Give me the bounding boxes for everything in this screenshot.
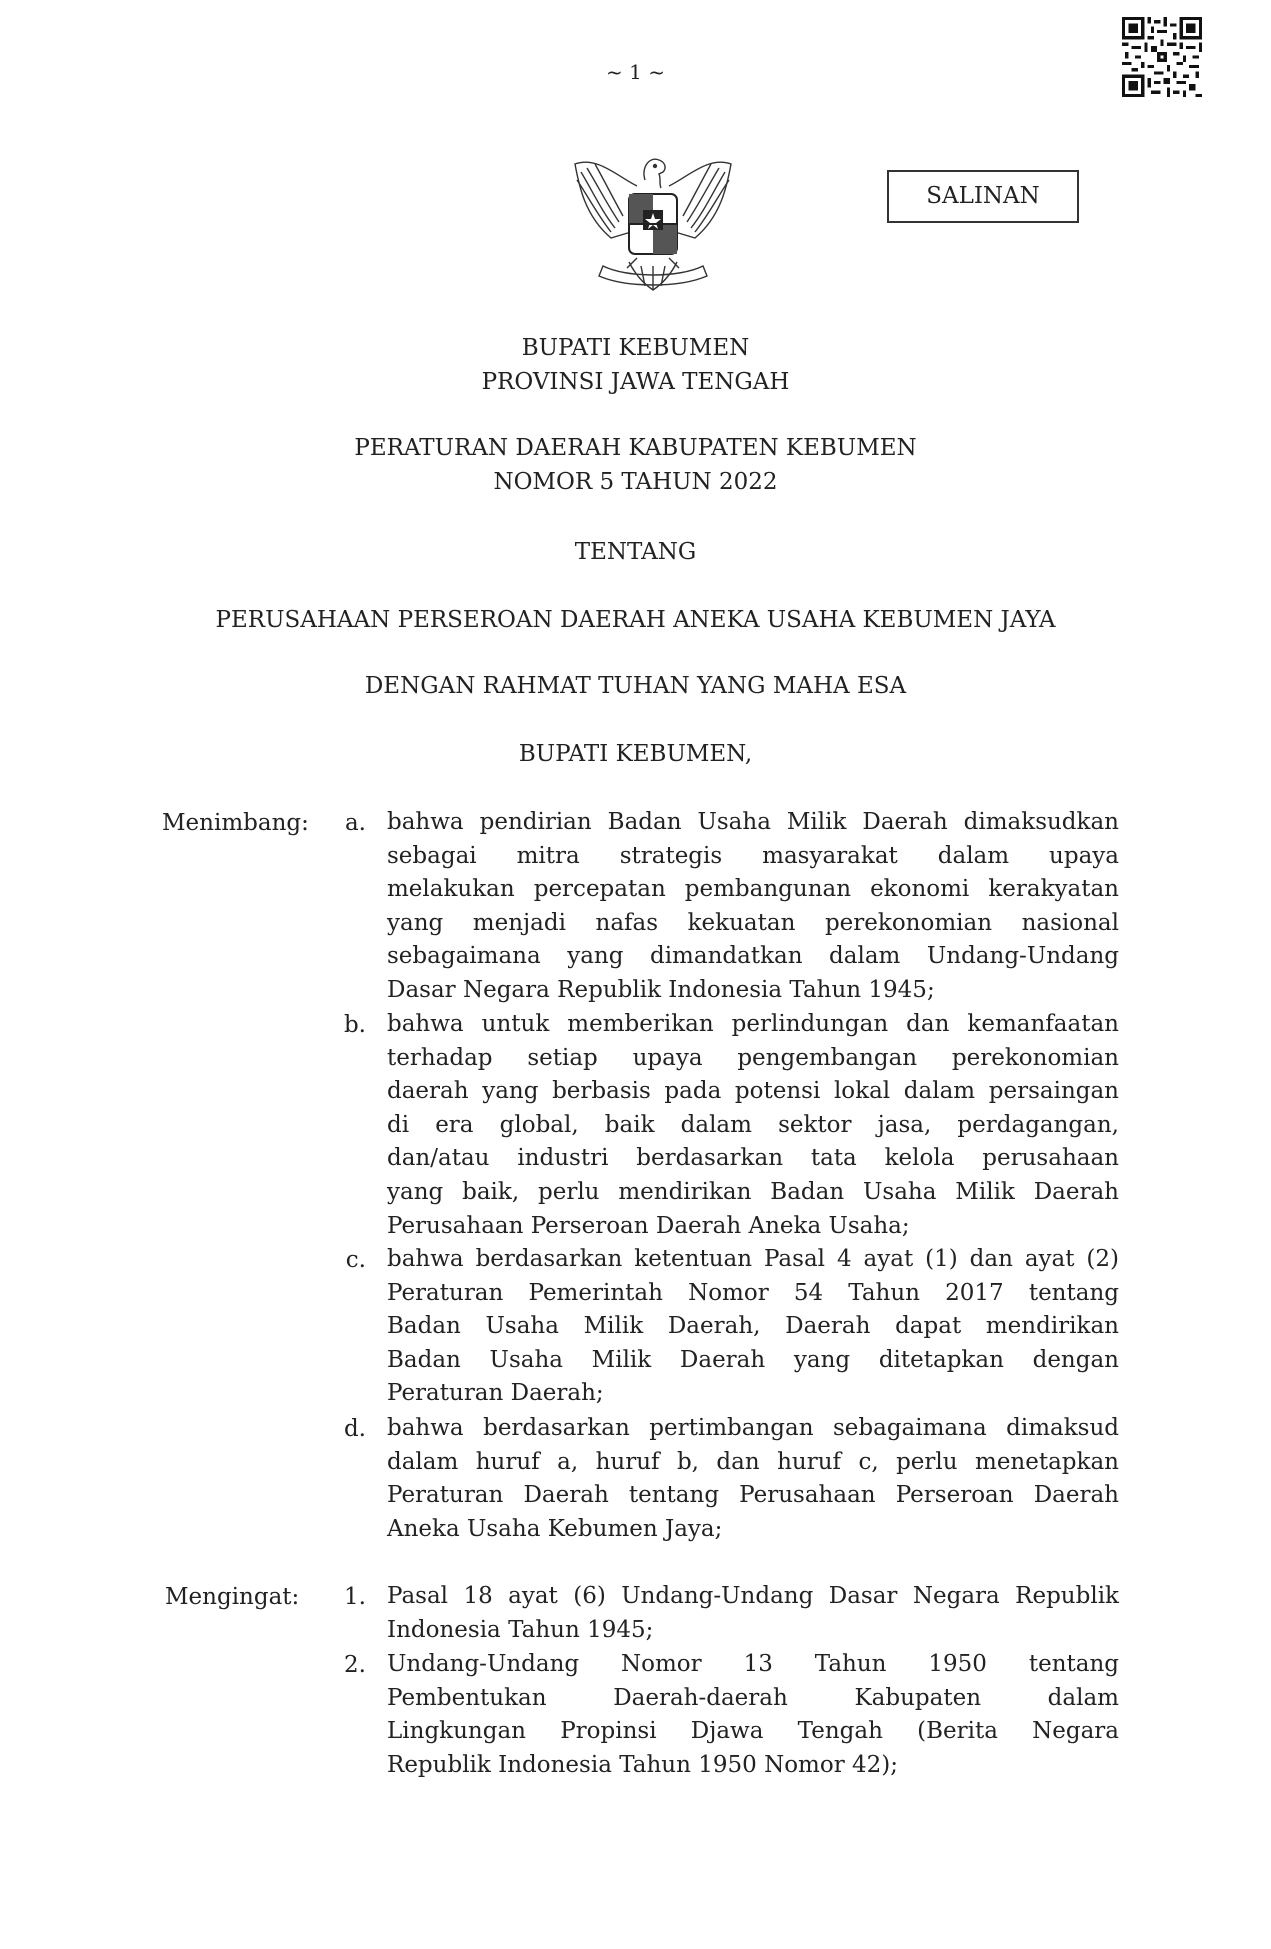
item-marker: 1.: [344, 1584, 366, 1610]
mengingat-item-2: [387, 1648, 1119, 1782]
text-line: Pembentukan Daerah-daerah Kabupaten dalam: [387, 1684, 1119, 1711]
item-marker: a.: [344, 810, 366, 836]
text-line: Indonesia Tahun 1945;: [387, 1616, 654, 1643]
text-line: dalam huruf a, huruf b, dan huruf c, perlu menetapkan: [387, 1448, 1119, 1475]
regent-signoff: BUPATI KEBUMEN,: [518, 741, 753, 767]
text-line: sebagaimana yang dimandatkan dalam Undang-Undang: [387, 943, 1119, 970]
text-line: Undang-Undang Nomor 13 Tahun 1950 tentang: [387, 1651, 1119, 1677]
text-line: Aneka Usaha Kebumen Jaya;: [387, 1515, 723, 1542]
text-line: Peraturan Daerah tentang Perusahaan Perseroan Daerah: [387, 1482, 1119, 1509]
text-line: bahwa untuk memberikan perlindungan dan kemanfaatan: [387, 1011, 1119, 1037]
text-line: Badan Usaha Milik Daerah, Daerah dapat mendirikan: [387, 1313, 1119, 1340]
text-line: daerah yang berbasis pada potensi lokal dalam persaingan: [387, 1078, 1119, 1105]
text-line: Peraturan Daerah;: [387, 1380, 604, 1407]
menimbang-item-a: [387, 806, 1119, 1008]
text-line: terhadap setiap upaya pengembangan perekonomian: [387, 1044, 1119, 1071]
text-line: Republik Indonesia Tahun 1950 Nomor 42);: [387, 1751, 899, 1778]
menimbang-label: Menimbang:: [162, 810, 309, 836]
regent-title: BUPATI KEBUMEN: [521, 335, 750, 361]
regulation-subject: PERUSAHAAN PERSEROAN DAERAH ANEKA USAHA KEBUMEN JAYA: [215, 607, 1056, 633]
garuda-emblem: [567, 146, 739, 298]
tentang-heading: TENTANG: [574, 539, 697, 565]
text-line: sebagai mitra strategis masyarakat dalam upaya: [387, 842, 1119, 869]
text-line: Lingkungan Propinsi Djawa Tengah (Berita Negara: [387, 1718, 1119, 1745]
grace-formula: DENGAN RAHMAT TUHAN YANG MAHA ESA: [364, 673, 907, 699]
text-line: melakukan percepatan pembangunan ekonomi kerakyatan: [387, 876, 1119, 903]
menimbang-item-b: [387, 1008, 1119, 1243]
regulation-title: PERATURAN DAERAH KABUPATEN KEBUMEN: [354, 435, 917, 461]
item-marker: d.: [343, 1416, 366, 1442]
salinan-stamp: SALINAN: [887, 170, 1079, 223]
text-line: di era global, baik dalam sektor jasa, perdagangan,: [387, 1111, 1119, 1138]
menimbang-item-d: [387, 1412, 1119, 1546]
text-line: Pasal 18 ayat (6) Undang-Undang Dasar Negara Republik: [387, 1583, 1119, 1609]
text-line: bahwa berdasarkan pertimbangan sebagaimana dimaksud: [387, 1415, 1119, 1441]
text-line: yang menjadi nafas kekuatan perekonomian nasional: [387, 909, 1119, 936]
text-line: dan/atau industri berdasarkan tata kelola perusahaan: [387, 1145, 1119, 1172]
text-line: Peraturan Pemerintah Nomor 54 Tahun 2017 tentang: [387, 1279, 1119, 1306]
mengingat-item-1: [387, 1580, 1119, 1647]
menimbang-item-c: [387, 1243, 1119, 1411]
page-number: ~ 1 ~: [606, 60, 665, 84]
text-line: Dasar Negara Republik Indonesia Tahun 1945;: [387, 976, 935, 1003]
item-marker: b.: [343, 1012, 366, 1038]
text-line: bahwa pendirian Badan Usaha Milik Daerah dimaksudkan: [387, 809, 1119, 835]
text-line: bahwa berdasarkan ketentuan Pasal 4 ayat (1) dan ayat (2): [387, 1246, 1119, 1272]
mengingat-label: Mengingat:: [165, 1584, 300, 1610]
qr-code: [1122, 17, 1202, 97]
province-title: PROVINSI JAWA TENGAH: [481, 369, 790, 395]
item-marker: 2.: [344, 1652, 366, 1678]
text-line: Perusahaan Perseroan Daerah Aneka Usaha;: [387, 1212, 910, 1239]
item-marker: c.: [345, 1247, 366, 1273]
text-line: yang baik, perlu mendirikan Badan Usaha Milik Daerah: [387, 1178, 1119, 1205]
regulation-number: NOMOR 5 TAHUN 2022: [493, 469, 778, 495]
text-line: Badan Usaha Milik Daerah yang ditetapkan dengan: [387, 1346, 1119, 1373]
